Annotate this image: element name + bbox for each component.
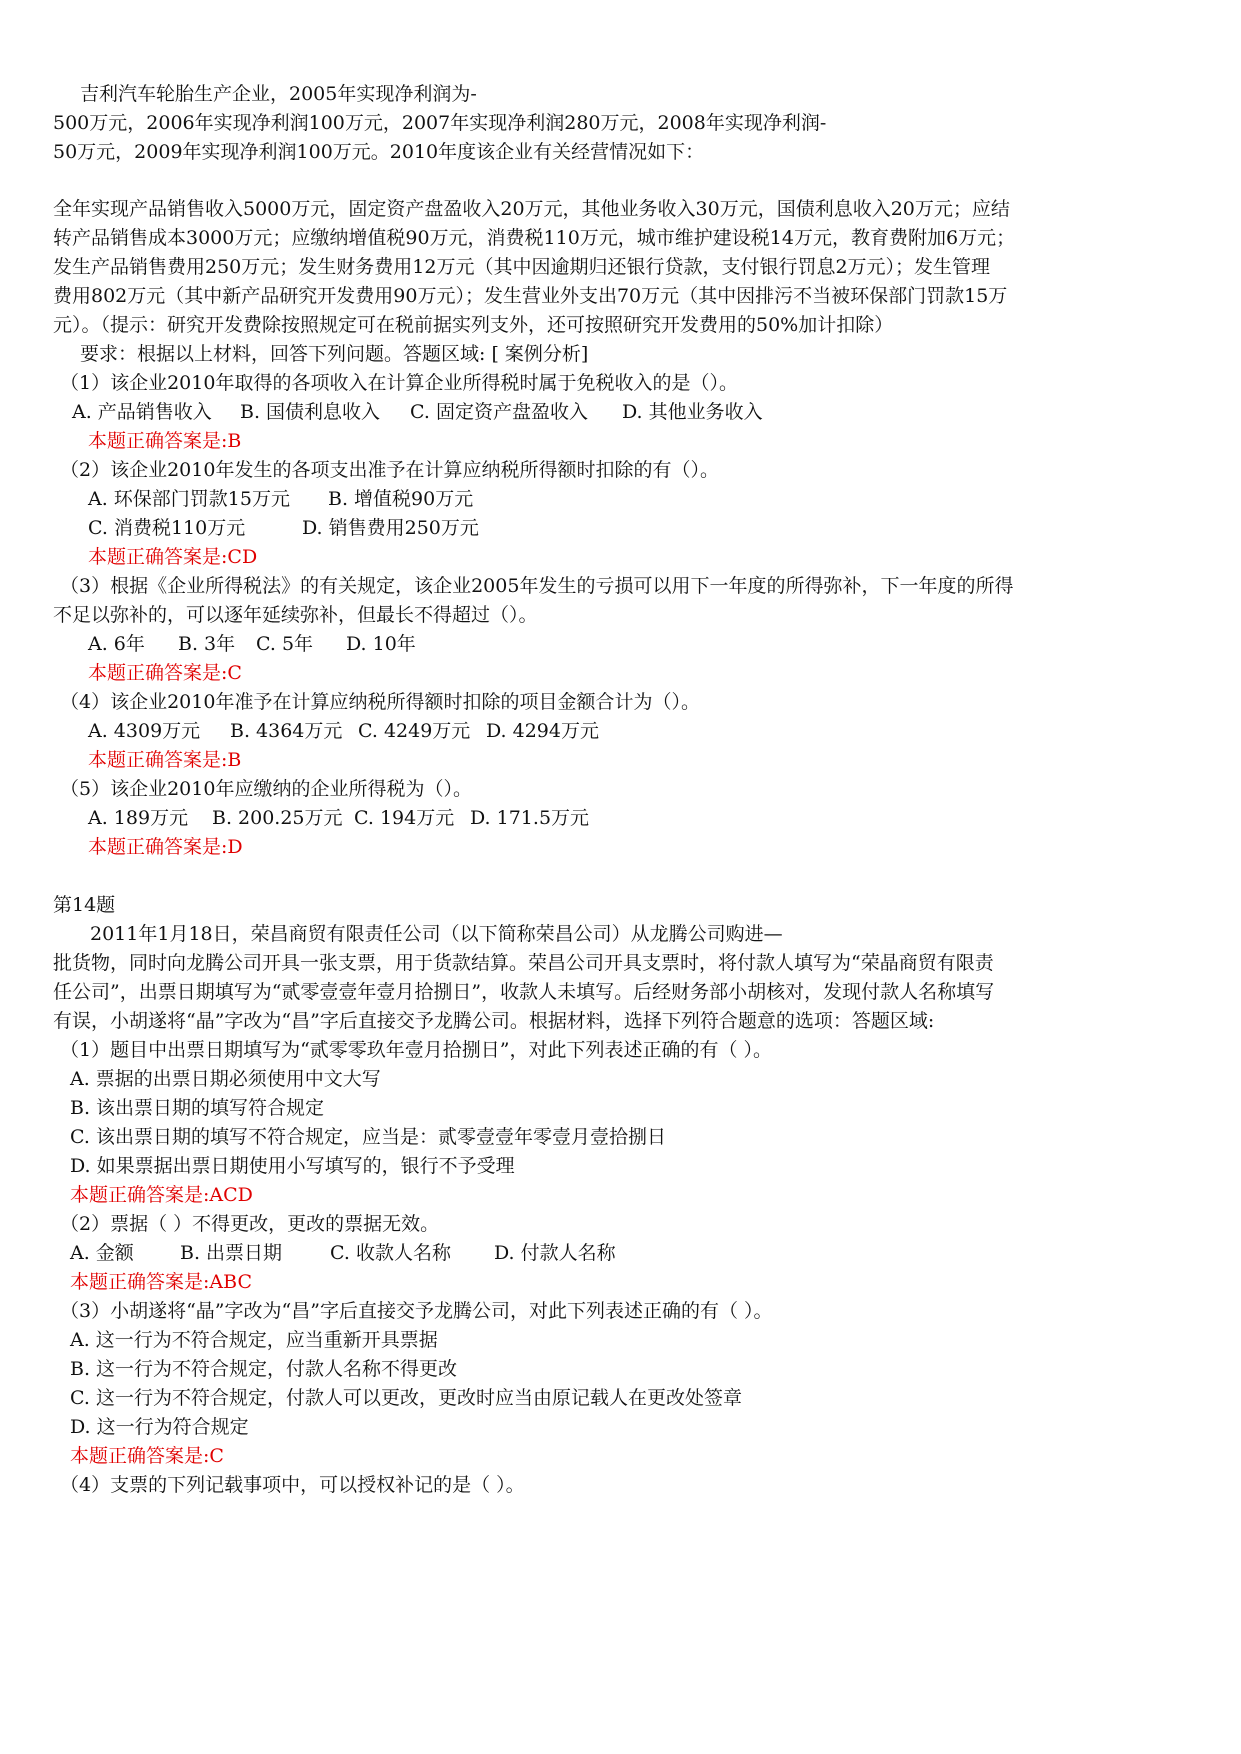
- q13-body-line-5: 元）。（提示：研究开发费除按照规定可在税前据实列支外，还可按照研究开发费用的50%加计扣除）: [53, 314, 894, 336]
- q14-question-3-option-d: D. 这一行为符合规定: [70, 1416, 249, 1438]
- q13-body-line-3: 发生产品销售费用250万元；发生财务费用12万元（其中因逾期归还银行贷款，支付银行罚息2万元）；发生管理: [53, 256, 991, 278]
- option-d: D. 10年: [346, 633, 416, 655]
- q14-question-1-option-b: B. 该出票日期的填写符合规定: [70, 1097, 325, 1119]
- q14-question-1-option-a: A. 票据的出票日期必须使用中文大写: [70, 1068, 381, 1090]
- q14-question-4-stem: （4）支票的下列记载事项中，可以授权补记的是（ ）。: [60, 1474, 525, 1496]
- q14-question-3-option-c: C. 这一行为不符合规定，付款人可以更改，更改时应当由原记载人在更改处签章: [70, 1387, 742, 1409]
- q13-question-1-answer: 本题正确答案是:B: [88, 430, 242, 452]
- option-c: C. 固定资产盘盈收入: [410, 401, 588, 423]
- q14-question-1-option-c: C. 该出票日期的填写不符合规定，应当是：贰零壹壹年零壹月壹拾捌日: [70, 1126, 666, 1148]
- option-c: C. 消费税110万元: [88, 517, 246, 539]
- q14-heading: 第14题: [53, 894, 116, 916]
- option-d: D. 4294万元: [486, 720, 599, 742]
- q13-body-line-1: 全年实现产品销售收入5000万元，固定资产盘盈收入20万元，其他业务收入30万元，国债利息收入20万元；应结: [53, 198, 1010, 220]
- q13-requirement: 要求：根据以上材料，回答下列问题。答题区域: [ 案例分析]: [80, 343, 589, 365]
- q13-question-5-stem: （5）该企业2010年应缴纳的企业所得税为（）。: [60, 778, 472, 800]
- q13-question-2-stem: （2）该企业2010年发生的各项支出准予在计算应纳税所得额时扣除的有（）。: [60, 459, 719, 481]
- q14-question-2-options: [70, 1241, 616, 1265]
- option-d: D. 其他业务收入: [622, 401, 763, 423]
- option-a: A. 189万元: [88, 807, 189, 829]
- q14-intro-line-3: 任公司”，出票日期填写为“贰零壹壹年壹月拾捌日”，收款人未填写。后经财务部小胡核对，发现付款人名称填写: [53, 981, 995, 1003]
- option-a: A. 产品销售收入: [72, 401, 212, 423]
- q14-intro-line-2: 批货物，同时向龙腾公司开具一张支票，用于货款结算。荣昌公司开具支票时，将付款人填写为“荣晶商贸有限责: [53, 952, 994, 974]
- option-d: D. 171.5万元: [470, 807, 590, 829]
- option-a: A. 环保部门罚款15万元: [88, 488, 290, 510]
- option-c: C. 收款人名称: [330, 1242, 451, 1264]
- option-a: A. 6年: [88, 633, 145, 655]
- q13-question-1-stem: （1）该企业2010年取得的各项收入在计算企业所得税时属于免税收入的是（）。: [60, 372, 738, 394]
- q14-question-2-answer: 本题正确答案是:ABC: [70, 1271, 252, 1293]
- q13-question-4-answer: 本题正确答案是:B: [88, 749, 242, 771]
- q14-question-3-answer: 本题正确答案是:C: [70, 1445, 224, 1467]
- q13-intro-line-3: 50万元，2009年实现净利润100万元。2010年度该企业有关经营情况如下：: [53, 141, 705, 163]
- q14-question-3-option-b: B. 这一行为不符合规定，付款人名称不得更改: [70, 1358, 458, 1380]
- q13-question-1-options: [72, 400, 763, 424]
- option-c: C. 5年: [256, 633, 314, 655]
- q13-question-3-stem-line-1: （3）根据《企业所得税法》的有关规定，该企业2005年发生的亏损可以用下一年度的所得弥补，下一年度的所得: [60, 575, 1014, 597]
- q14-intro-line-1: 2011年1月18日，荣昌商贸有限责任公司（以下简称荣昌公司）从龙腾公司购进—: [90, 923, 783, 945]
- q14-question-3-stem: （3）小胡遂将“晶”字改为“昌”字后直接交予龙腾公司，对此下列表述正确的有（ ）。: [60, 1300, 773, 1322]
- q13-intro-line-1: 吉利汽车轮胎生产企业，2005年实现净利润为-: [80, 83, 477, 105]
- q14-intro-line-4: 有误，小胡遂将“晶”字改为“昌”字后直接交予龙腾公司。根据材料，选择下列符合题意的选项：答题区域:: [53, 1010, 935, 1032]
- q14-question-3-option-a: A. 这一行为不符合规定，应当重新开具票据: [70, 1329, 438, 1351]
- q13-question-2-answer: 本题正确答案是:CD: [88, 546, 258, 568]
- q13-question-3-stem-line-2: 不足以弥补的，可以逐年延续弥补，但最长不得超过（）。: [53, 604, 538, 626]
- option-d: D. 销售费用250万元: [302, 517, 479, 539]
- option-b: B. 200.25万元: [212, 807, 343, 829]
- option-a: A. 4309万元: [88, 720, 201, 742]
- q13-question-5-answer: 本题正确答案是:D: [88, 836, 243, 858]
- q13-question-4-stem: （4）该企业2010年准予在计算应纳税所得额时扣除的项目金额合计为（）。: [60, 691, 700, 713]
- option-b: B. 4364万元: [230, 720, 343, 742]
- q13-question-3-answer: 本题正确答案是:C: [88, 662, 242, 684]
- q13-question-3-options: [88, 632, 416, 656]
- option-b: B. 3年: [178, 633, 236, 655]
- option-b: B. 出票日期: [180, 1242, 283, 1264]
- option-b: B. 国债利息收入: [240, 401, 381, 423]
- q13-question-4-options: [88, 719, 599, 743]
- option-d: D. 付款人名称: [494, 1242, 616, 1264]
- q14-question-2-stem: （2）票据（ ）不得更改，更改的票据无效。: [60, 1213, 440, 1235]
- option-b: B. 增值税90万元: [328, 488, 474, 510]
- q13-question-2-options-row-2: [88, 516, 479, 540]
- option-c: C. 4249万元: [358, 720, 471, 742]
- option-a: A. 金额: [70, 1242, 134, 1264]
- q13-question-5-options: [88, 806, 589, 830]
- q14-question-1-option-d: D. 如果票据出票日期使用小写填写的，银行不予受理: [70, 1155, 515, 1177]
- q13-question-2-options-row-1: [88, 487, 473, 511]
- q13-body-line-4: 费用802万元（其中新产品研究开发费用90万元）；发生营业外支出70万元（其中因排污不当被环保部门罚款15万: [53, 285, 1008, 307]
- option-c: C. 194万元: [354, 807, 455, 829]
- q13-body-line-2: 转产品销售成本3000万元；应缴纳增值税90万元，消费税110万元，城市维护建设税14万元，教育费附加6万元；: [53, 227, 1016, 249]
- q14-question-1-answer: 本题正确答案是:ACD: [70, 1184, 253, 1206]
- q14-question-1-stem: （1）题目中出票日期填写为“贰零零玖年壹月拾捌日”，对此下列表述正确的有（ ）。: [60, 1039, 773, 1061]
- q13-intro-line-2: 500万元，2006年实现净利润100万元，2007年实现净利润280万元，2008年实现净利润-: [53, 112, 827, 134]
